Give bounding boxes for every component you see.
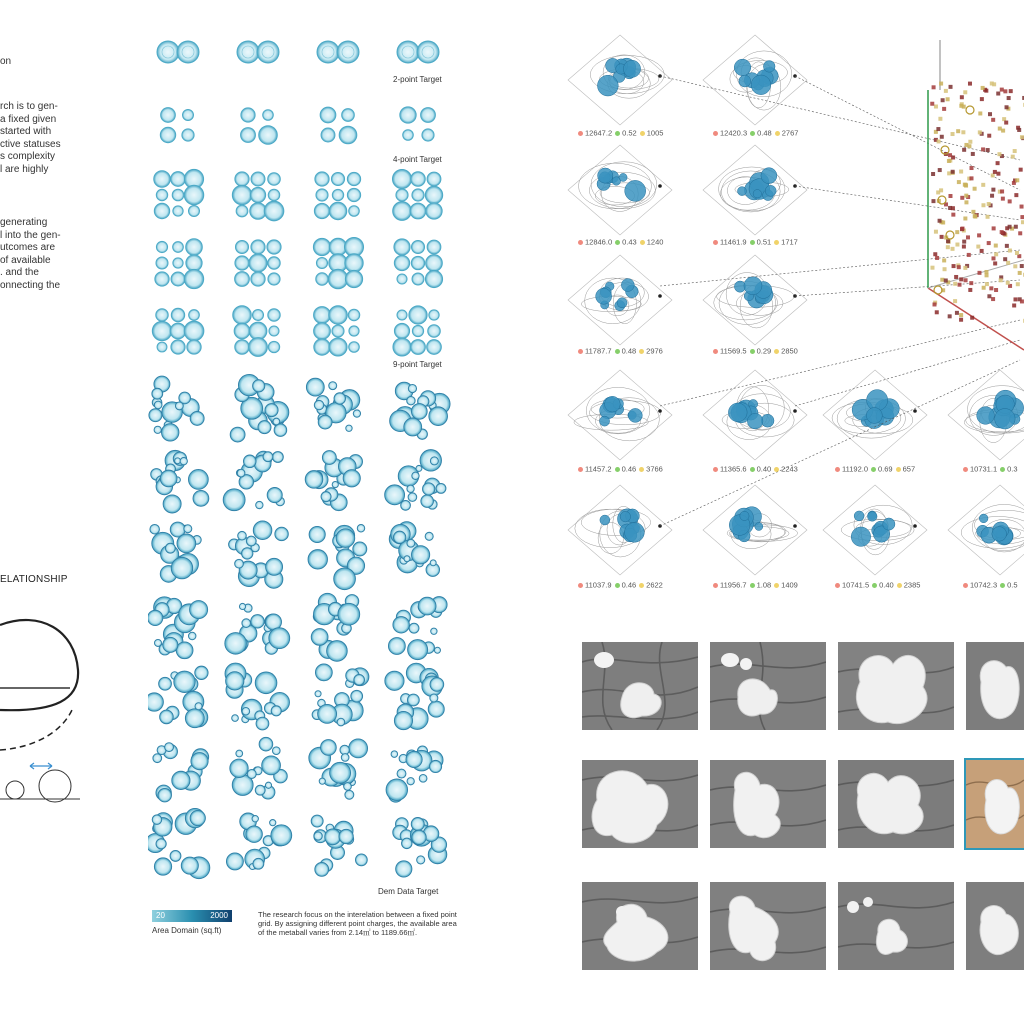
para-line: started with	[0, 126, 52, 137]
scatter-point	[963, 266, 967, 270]
relationship-diagram	[0, 600, 110, 820]
stat-row: 12846.0 0.43 1240	[575, 237, 663, 247]
terrain-thumbnail	[568, 255, 672, 345]
metaball-cell	[385, 450, 446, 511]
scatter-point	[937, 139, 941, 143]
legend-title: Area Domain (sq.ft)	[152, 926, 222, 935]
metaball-cell	[390, 382, 450, 439]
scatter-point	[952, 264, 956, 268]
scatter-point	[1000, 230, 1004, 234]
metaball-cell	[151, 450, 209, 513]
stat-row: 11956.7 1.08 1409	[710, 580, 798, 590]
stat-row: 11192.0 0.69 657	[832, 464, 915, 474]
scatter-point	[960, 95, 964, 99]
metaball-cell	[237, 41, 279, 63]
highlight-point	[946, 231, 954, 239]
scatter-point	[987, 241, 991, 245]
terrain-thumbnail	[568, 485, 672, 575]
scatter-point	[958, 283, 962, 287]
para-line: l are highly	[0, 163, 49, 175]
para-line: generating	[0, 217, 48, 228]
metaball-cell	[153, 743, 209, 802]
intro-paragraph	[0, 101, 61, 176]
connector-line	[660, 360, 1020, 526]
metaball-cell	[225, 663, 289, 730]
scatter-point	[1008, 225, 1012, 229]
terrain-thumbnail	[948, 370, 1024, 460]
scatter-point	[953, 299, 957, 303]
scatter-point	[939, 188, 943, 192]
scatter-point	[1020, 205, 1024, 209]
scatter-point	[962, 240, 966, 244]
scatter-point	[934, 105, 938, 109]
scatter-point	[1020, 135, 1024, 139]
scatter-point	[967, 253, 971, 257]
scatter-point	[996, 92, 1000, 96]
scatter-point	[936, 127, 940, 131]
scatter-point	[1003, 257, 1007, 261]
scatter-point	[1012, 303, 1016, 307]
scatter-point	[1006, 281, 1010, 285]
scatter-point	[999, 278, 1003, 282]
scatter-point	[993, 170, 997, 174]
metaball-cell	[233, 306, 281, 357]
legend-min: 20	[156, 911, 165, 920]
scatter-point	[992, 82, 996, 86]
metaball-cell	[397, 41, 439, 63]
model-photo-selected	[966, 760, 1024, 848]
terrain-thumbnail	[568, 35, 672, 125]
scatter-point	[944, 89, 948, 93]
scatter-point	[931, 199, 935, 203]
model-photo	[710, 760, 826, 848]
scatter-point	[1019, 168, 1023, 172]
stat-row: 10731.1 0.3	[960, 464, 1018, 474]
scatter-point	[963, 90, 967, 94]
scatter-point	[994, 244, 998, 248]
scatter-point	[964, 143, 968, 147]
scatter-point	[957, 180, 961, 184]
scatter-point	[956, 129, 960, 133]
scatter-point	[993, 261, 997, 265]
metaball-cell	[385, 663, 444, 729]
terrain-thumbnail	[568, 370, 672, 460]
para-line: l into the gen-	[0, 229, 61, 241]
scatter-point	[940, 278, 944, 282]
scatter-point	[940, 235, 944, 239]
scatter-point	[933, 252, 937, 256]
metaball-cell	[309, 739, 368, 799]
highlight-point	[966, 106, 974, 114]
label-9-point: 9-point Target	[393, 360, 442, 369]
scatter-point	[989, 286, 993, 290]
scatter-point	[1015, 178, 1019, 182]
scatter-point	[963, 216, 967, 220]
scatter-point	[1014, 193, 1018, 197]
scatter-point	[953, 282, 957, 286]
metaball-cell	[154, 169, 204, 218]
terrain-thumbnail	[703, 485, 807, 575]
scatter-point	[942, 107, 946, 111]
scatter-point	[948, 153, 952, 157]
intro-line: on	[0, 56, 12, 67]
scatter-point	[981, 86, 985, 90]
label-dem-data: Dem Data Target	[378, 887, 439, 896]
scatter-point	[961, 130, 965, 134]
scatter-point	[951, 247, 955, 251]
scatter-point	[969, 281, 973, 285]
legend-description: The research focus on the interelation between a fixed point grid. By assigning different point charges, the available area of the metaball varies from 2.14㎡ to 1189.66㎡.	[258, 910, 457, 937]
scatter-point	[941, 98, 945, 102]
terrain-thumbnail	[823, 485, 927, 575]
scatter-point	[959, 318, 963, 322]
para-line: s complexity	[0, 151, 56, 162]
scatter-point	[951, 213, 955, 217]
metaball-cell	[148, 666, 208, 728]
terrain-thumbnail	[703, 145, 807, 235]
scatter-point	[978, 111, 982, 115]
scatter-point	[961, 227, 965, 231]
terrain-thumbnail	[823, 370, 927, 460]
model-photo	[582, 882, 698, 970]
scatter-point	[994, 288, 998, 292]
scatter-point	[944, 278, 948, 282]
stat-row: 11365.6 0.40 2243	[710, 464, 798, 474]
scatter-point	[968, 288, 972, 292]
metaball-cell	[393, 306, 442, 356]
model-photo	[710, 882, 826, 970]
terrain-thumbnail	[703, 255, 807, 345]
metaball-cell	[311, 815, 367, 876]
scatter-point	[1020, 264, 1024, 268]
scatter-point	[980, 249, 984, 253]
metaball-cell	[386, 746, 443, 802]
highlight-point	[934, 286, 942, 294]
metaball-cell	[393, 817, 447, 877]
scatter-point	[966, 235, 970, 239]
scatter-point	[1018, 271, 1022, 275]
para-line: a fixed given	[0, 113, 57, 125]
scatter-point	[962, 245, 966, 249]
scatter-point	[946, 245, 950, 249]
scatter-point	[981, 147, 985, 151]
metaball-cell	[306, 378, 360, 431]
scatter-point	[938, 117, 942, 121]
scatter-point	[978, 130, 982, 134]
scatter-point	[955, 230, 959, 234]
scatter-point	[985, 282, 989, 286]
metaball-cell	[148, 597, 208, 659]
scatter-point	[947, 159, 951, 163]
scatter-point	[1007, 96, 1011, 100]
scatter-point	[977, 233, 981, 237]
metaball-cell	[305, 451, 362, 511]
metaball-cell	[155, 239, 204, 289]
scatter-point	[938, 219, 942, 223]
scatter-point	[991, 297, 995, 301]
stat-row: 11787.7 0.48 2976	[575, 346, 663, 356]
scatter-point	[981, 203, 985, 207]
stat-row: 12420.3 0.48 2767	[710, 128, 798, 138]
stat-row: 10741.5 0.40 2385	[832, 580, 920, 590]
scatter-point	[964, 278, 968, 282]
metaball-cell	[388, 597, 447, 660]
model-photo	[838, 642, 954, 730]
scatter-point	[963, 183, 967, 187]
scatter-point	[1004, 121, 1008, 125]
scatter-point	[986, 148, 990, 152]
scatter-point	[930, 102, 934, 106]
scatter-point	[1013, 149, 1017, 153]
scatter-point	[934, 230, 938, 234]
scatter-point	[991, 188, 995, 192]
metaball-cell	[225, 603, 290, 654]
second-paragraph	[0, 217, 61, 292]
stat-row: 11457.2 0.46 3766	[575, 464, 663, 474]
para-line: of available	[0, 254, 51, 266]
model-photo	[838, 760, 954, 848]
scatter-point	[1017, 128, 1021, 132]
metaball-cell	[317, 41, 359, 63]
scatter-point	[955, 311, 959, 315]
para-line: ctive statuses	[0, 138, 61, 150]
scatter-point	[946, 97, 950, 101]
scatter-point	[949, 85, 953, 89]
scatter-point	[941, 221, 945, 225]
metaball-cell	[314, 172, 360, 220]
metaball-cell	[311, 593, 359, 661]
para-line: rch is to gen-	[0, 101, 58, 112]
axis-x	[928, 288, 1024, 350]
scatter-point	[990, 194, 994, 198]
scatter-point	[968, 82, 972, 86]
scatter-point	[964, 200, 968, 204]
scatter-point	[1008, 249, 1012, 253]
scatter-point	[991, 256, 995, 260]
scatter-point	[986, 215, 990, 219]
scatter-point	[977, 271, 981, 275]
metaball-cell	[150, 522, 201, 582]
area-color-legend	[152, 910, 232, 922]
scatter-point	[971, 152, 975, 156]
metaball-cell	[160, 108, 194, 143]
scatter-point	[994, 252, 998, 256]
scatter-point	[962, 148, 966, 152]
scatter-point	[985, 273, 989, 277]
stat-row: 12647.2 0.52 1005	[575, 128, 663, 138]
scatter-point	[1009, 89, 1013, 93]
relationship-heading: ELATIONSHIP	[0, 574, 68, 585]
metaball-cell	[389, 522, 439, 577]
scatter-point	[951, 132, 955, 136]
scatter-point	[976, 245, 980, 249]
scatter-point	[968, 140, 972, 144]
metaball-cell	[240, 108, 277, 145]
label-4-point: 4-point Target	[393, 155, 442, 164]
metaball-cell	[226, 813, 291, 870]
scatter-point	[935, 310, 939, 314]
metaball-cell	[232, 172, 284, 221]
stat-row: 10742.3 0.5	[960, 580, 1018, 590]
metaball-cell	[230, 374, 289, 442]
model-photo	[582, 760, 698, 848]
scatter-point	[1013, 297, 1017, 301]
scatter-point	[938, 168, 942, 172]
scatter-point	[951, 170, 955, 174]
scatter-point	[943, 267, 947, 271]
scatter-point	[987, 134, 991, 138]
scatter-point	[948, 194, 952, 198]
scatter-point	[991, 173, 995, 177]
stat-row: 11037.9 0.46 2622	[575, 580, 663, 590]
scatter-point	[935, 256, 939, 260]
scatter-point	[988, 112, 992, 116]
scatter-point	[1000, 88, 1004, 92]
terrain-thumbnail	[948, 485, 1024, 575]
scatter-point	[951, 206, 955, 210]
scatter-point	[948, 314, 952, 318]
scatter-point	[957, 265, 961, 269]
scatter-point	[959, 277, 963, 281]
metaball-cell	[313, 306, 359, 357]
metaball-cell	[152, 308, 204, 354]
metaball-cell	[223, 451, 284, 510]
scatter-point	[1001, 197, 1005, 201]
scatter-point	[942, 258, 946, 262]
metaball-cell	[392, 169, 442, 220]
scatter-point	[1011, 155, 1015, 159]
legend-max: 2000	[210, 911, 228, 920]
stat-row: 11461.9 0.51 1717	[710, 237, 798, 247]
scatter-point	[1016, 282, 1020, 286]
metaball-cell	[308, 525, 367, 590]
scatter-point	[991, 118, 995, 122]
model-photo	[966, 882, 1024, 970]
scatter-point	[1013, 264, 1017, 268]
para-line: . and the	[0, 267, 39, 278]
metaball-cell	[312, 664, 369, 726]
scatter-point	[930, 266, 934, 270]
scatter-point	[1015, 251, 1019, 255]
model-photo	[710, 642, 826, 730]
scatter-point	[998, 127, 1002, 131]
scatter-point	[1018, 231, 1022, 235]
model-photo	[582, 642, 698, 730]
metaball-cell	[157, 41, 199, 63]
metaball-cell	[320, 107, 357, 144]
scatter-point	[931, 172, 935, 176]
scatter-point	[1014, 225, 1018, 229]
scatter-point	[1008, 199, 1012, 203]
scatter-point	[1020, 299, 1024, 303]
scatter-point	[933, 302, 937, 306]
metaball-cell	[149, 376, 204, 441]
scatter-point	[1006, 261, 1010, 265]
stat-row: 11569.5 0.29 2850	[710, 346, 798, 356]
metaball-cell	[400, 107, 436, 141]
terrain-thumbnail	[568, 145, 672, 235]
scatter-point	[940, 135, 944, 139]
scatter-point	[970, 166, 974, 170]
metaball-cell	[394, 239, 443, 288]
model-photo	[966, 642, 1024, 730]
scatter-point	[1005, 105, 1009, 109]
scatter-point	[959, 313, 963, 317]
scatter-point	[1003, 89, 1007, 93]
3d-scatter-plot	[900, 30, 1024, 360]
scatter-point	[992, 226, 996, 230]
scatter-point	[973, 187, 977, 191]
model-photo	[838, 882, 954, 970]
scatter-point	[964, 194, 968, 198]
metaball-cell	[229, 521, 289, 588]
scatter-point	[987, 202, 991, 206]
scatter-point	[960, 196, 964, 200]
scatter-point	[996, 172, 1000, 176]
metaball-cell	[235, 240, 282, 287]
scatter-point	[932, 85, 936, 89]
metaball-cell	[148, 808, 210, 878]
metaball-cell	[313, 237, 363, 288]
scatter-point	[947, 171, 951, 175]
para-line: onnecting the	[0, 279, 61, 291]
scatter-point	[954, 275, 958, 279]
scatter-point	[996, 161, 1000, 165]
scatter-point	[997, 152, 1001, 156]
scatter-point	[955, 243, 959, 247]
scatter-point	[982, 286, 986, 290]
terrain-thumbnail	[703, 35, 807, 125]
scatter-point	[1020, 215, 1024, 219]
scatter-point	[962, 105, 966, 109]
para-line: utcomes are	[0, 242, 56, 253]
scatter-point	[981, 183, 985, 187]
scatter-point	[1000, 189, 1004, 193]
scatter-point	[1005, 244, 1009, 248]
metaball-cell	[230, 737, 288, 799]
scatter-point	[969, 176, 973, 180]
scatter-point	[980, 97, 984, 101]
scatter-point	[959, 170, 963, 174]
scatter-point	[1002, 117, 1006, 121]
scatter-point	[946, 239, 950, 243]
scatter-point	[939, 82, 943, 86]
scatter-point	[987, 294, 991, 298]
scatter-point	[973, 214, 977, 218]
label-2-point: 2-point Target	[393, 75, 442, 84]
scatter-point	[970, 316, 974, 320]
